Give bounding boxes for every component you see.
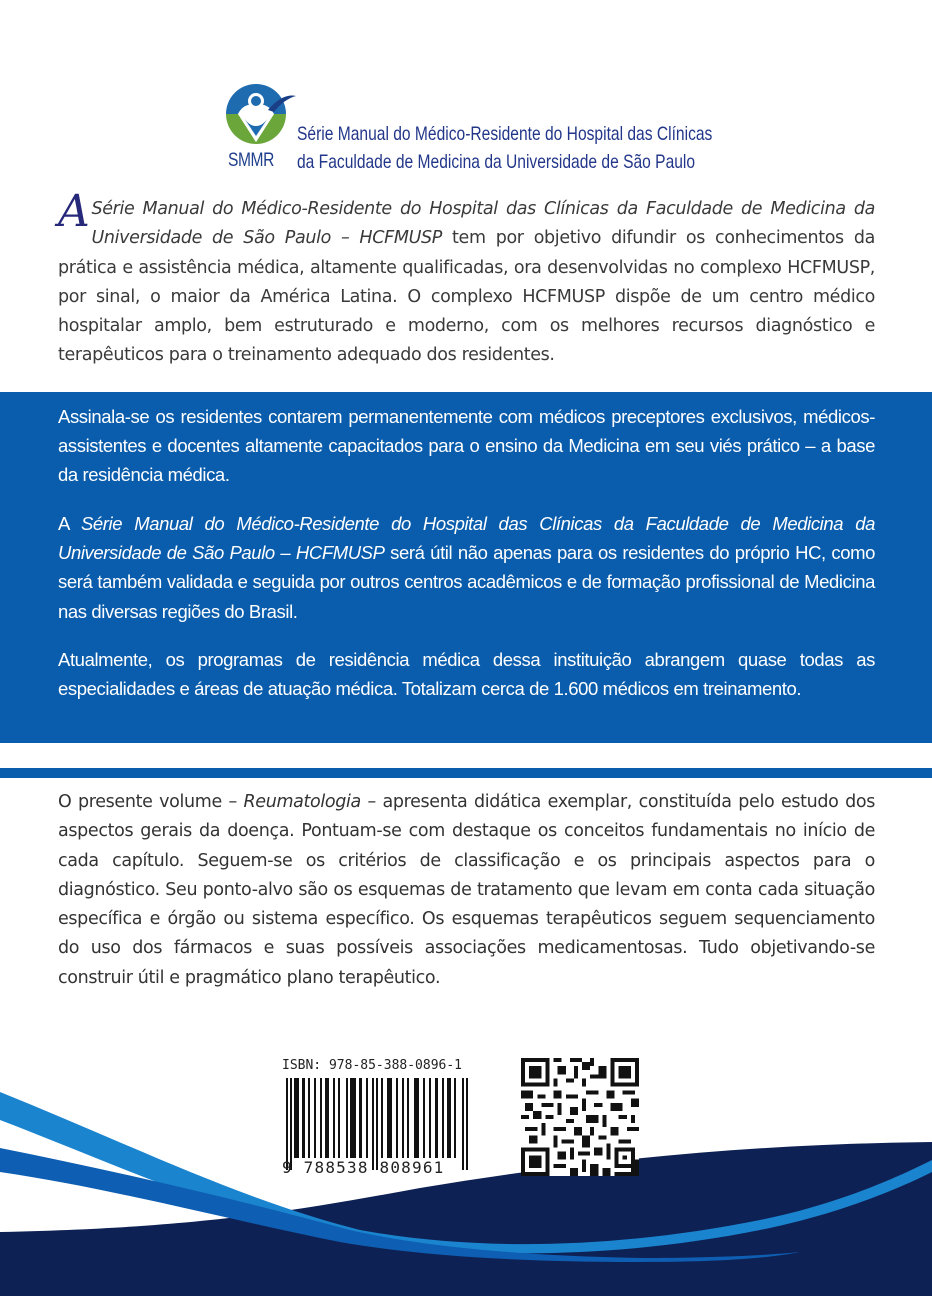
intro-body: tem por objetivo difundir os conhecimentos da prática e assistência médica, altamente qualificadas, ora desenvolvidas no complexo HCFMUSP, por sinal, o maior da América Latina. O complexo HCFMUSP dispõe de um centro médico hospitalar amplo, bem estruturado e moderno, com os melhores recursos diagnóstico e terapêuticos para o treinamento adequado dos residentes. — [58, 228, 875, 366]
panel-series-name-italic: Série Manual do Médico-Residente do Hospital das Clínicas da Faculdade de Medicina da Universidade de São Paulo – HCFMUSP — [58, 513, 875, 564]
panel-paragraph-3: Atualmente, os programas de residência médica dessa instituição abrangem quase todas as especialidades e áreas de atuação médica. Totalizam cerca de 1.600 médicos em treinamento. — [58, 649, 875, 700]
logo-abbreviation: SMMR — [228, 150, 274, 171]
series-header — [224, 84, 724, 174]
volume-prefix: O presente volume – — [58, 792, 244, 812]
qr-code-icon[interactable] — [521, 1058, 639, 1176]
panel-paragraph-2-prefix: A — [58, 513, 81, 534]
smmr-logo-icon — [224, 84, 296, 148]
series-title-line-2: da Faculdade de Medicina da Universidade de São Paulo — [297, 151, 696, 173]
volume-title: Reumatologia — [243, 792, 361, 812]
barcode-icon — [286, 1078, 470, 1170]
series-title — [297, 120, 712, 176]
series-name-italic: Série Manual do Médico-Residente do Hospital das Clínicas da Faculdade de Medicina da Universidade de São Paulo – HCFMUSP — [91, 199, 875, 249]
divider-stripe — [0, 768, 932, 778]
drop-cap: A — [58, 186, 90, 237]
intro-paragraph — [58, 186, 875, 371]
blue-info-panel — [0, 392, 932, 743]
panel-paragraph-2-body: será útil não apenas para os residentes do próprio HC, como será também validada e seguida por outros centros acadêmicos e de formação profissional de Medicina nas diversas regiões do Brasil. — [58, 542, 876, 622]
isbn-barcode-digits: 9 788538 808961 — [282, 1158, 445, 1177]
volume-body: – apresenta didática exemplar, constituída pelo estudo dos aspectos gerais da doença. Pontuam-se com destaque os conceitos fundamentais no início de cada capítulo. Seguem-se os critérios de classificação e os principais aspectos para o diagnóstico. Seu ponto-alvo são os esquemas de tratamento que levam em conta cada situação específica e órgão ou sistema específico. Os esquemas terapêuticos seguem sequenciamento do uso dos fármacos e suas possíveis associações medicamentosas. Tudo objetivando-se construir útil e pragmático plano terapêutico. — [58, 792, 875, 988]
volume-paragraph — [58, 788, 875, 993]
panel-paragraph-2 — [58, 509, 875, 626]
series-title-line-1: Série Manual do Médico-Residente do Hospital das Clínicas — [297, 123, 713, 145]
isbn-label: ISBN: 978-85-388-0896-1 — [282, 1058, 463, 1073]
panel-paragraph-1: Assinala-se os residentes contarem permanentemente com médicos preceptores exclusivos, médicos-assistentes e docentes altamente capacitados para o ensino da Medicina em seu viés prático – a base da residência médica. — [58, 406, 875, 486]
